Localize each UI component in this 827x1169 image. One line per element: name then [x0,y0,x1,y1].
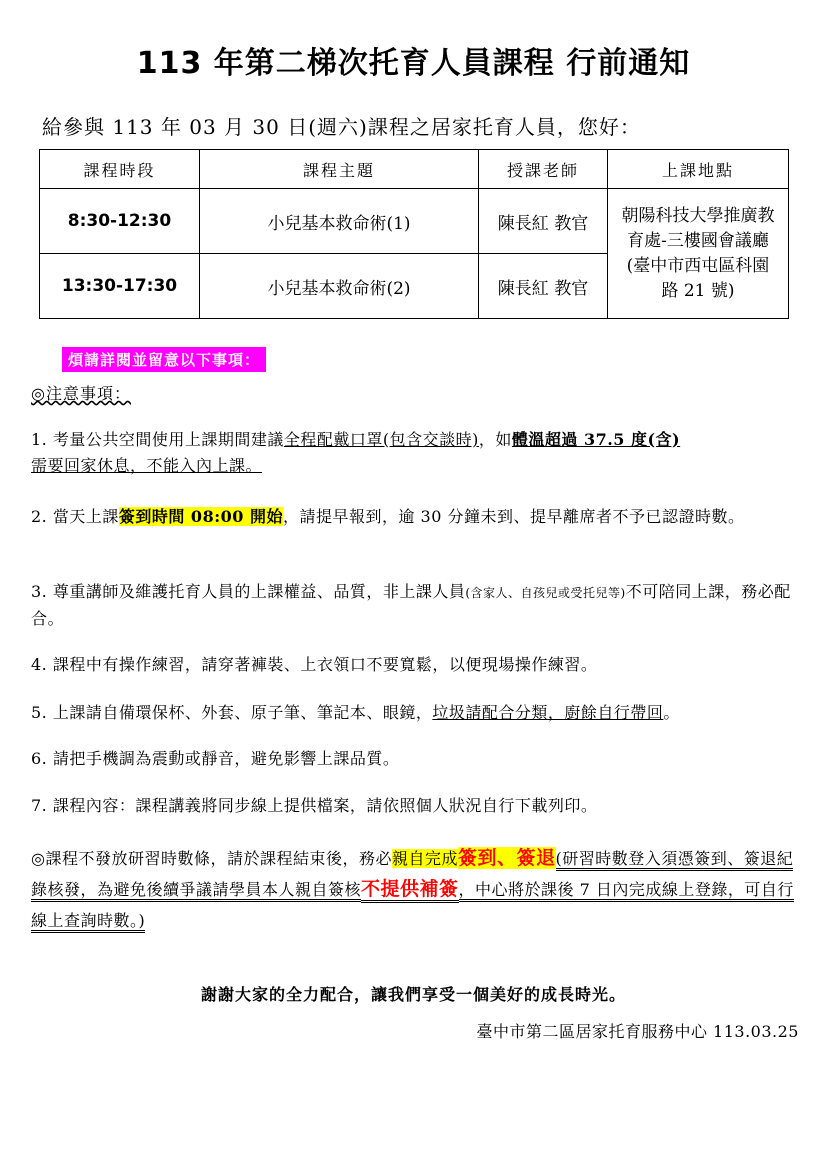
note-highlight: 親自完成 [391,849,458,868]
note-red-no-makeup: 不提供補簽 [361,878,459,903]
note-bold-temperature: 體溫超過 37.5 度(含) [511,430,681,449]
note-text: ◎課程不發放研習時數條，請於課程結束後，務必 [31,849,392,868]
header-time: 課程時段 [40,150,200,189]
notes-heading: ◎注意事項： [31,384,131,403]
row-time: 13:30-17:30 [40,254,200,319]
note-highlight-signin-time: 簽到時間 08:00 開始 [118,507,283,526]
note-highlight-signin-signout: 簽到、簽退 [457,847,556,869]
note-double-underlined: ，中心將於課後 7 日內完成線上登錄，可自行線上查詢時數。) [31,880,794,933]
note-item-7: 7. 課程內容：課程講義將同步線上提供檔案，請依照個人狀況自行下載列印。 [31,796,598,815]
note-text: 3. 尊重講師及維護托育人員的上課權益、品質，非上課人員 [31,582,466,601]
location-line: 朝陽科技大學推廣教 [621,205,775,226]
location-line: (臺中市西屯區科園 [626,255,770,276]
row-teacher: 陳長紅 教官 [479,189,608,254]
header-location: 上課地點 [608,150,789,189]
header-topic: 課程主題 [200,150,479,189]
note-small-text: (含家人、自孩兒或受托兒等) [465,586,626,600]
row-time: 8:30-12:30 [40,189,200,254]
note-item-5 [31,700,801,726]
page-title: 113 年第二梯次托育人員課程 行前通知 [136,46,691,81]
location-line: 路 21 號) [661,280,735,301]
note-text: 5. 上課請自備環保杯、外套、原子筆、筆記本、眼鏡， [31,703,433,722]
row-teacher: 陳長紅 教官 [479,254,608,319]
highlight-note: 煩請詳閱並留意以下事項： [62,347,266,372]
note-underlined: 全程配戴口罩(包含交談時) [283,430,479,449]
row-topic: 小兒基本救命術(2) [200,254,479,319]
header-teacher: 授課老師 [479,150,608,189]
signature: 臺中市第二區居家托育服務中心 113.03.25 [476,1022,799,1041]
schedule-table [39,149,789,319]
note-item-3 [31,579,801,632]
note-text: 1. 考量公共空間使用上課期間建議 [31,430,284,449]
thanks-message: 謝謝大家的全力配合，讓我們享受一個美好的成長時光。 [200,985,626,1004]
row-topic: 小兒基本救命術(1) [200,189,479,254]
location-line: 育處-三樓國會議廳 [627,230,769,251]
note-double-underlined: (研習時數登入須憑簽到、簽退紀錄核發，為避免後續爭議請學員本人親自簽核 [31,849,793,902]
greeting: 給參與 113 年 03 月 30 日(週六)課程之居家托育人員，您好： [42,115,641,139]
note-text: 。 [663,703,680,722]
note-text: ，如 [478,430,512,449]
note-item-8 [31,843,801,936]
location-cell [608,189,789,319]
note-item-2 [31,504,801,530]
note-underlined: 需要回家休息，不能入內上課。 [31,456,263,475]
note-item-6: 6. 請把手機調為震動或靜音，避免影響上課品質。 [31,749,400,768]
note-text: 2. 當天上課 [31,507,119,526]
table-header-row [40,150,789,189]
note-underlined: 垃圾請配合分類，廚餘自行帶回 [432,703,664,722]
note-text: 不可陪同上課，務必配合。 [31,582,791,628]
note-text: ，請提早報到，逾 30 分鐘未到、提早離席者不予已認證時數。 [282,507,745,526]
note-item-4: 4. 課程中有操作練習，請穿著褲裝、上衣領口不要寬鬆，以便現場操作練習。 [31,655,598,674]
table-row [40,189,789,254]
note-item-1 [31,427,801,479]
